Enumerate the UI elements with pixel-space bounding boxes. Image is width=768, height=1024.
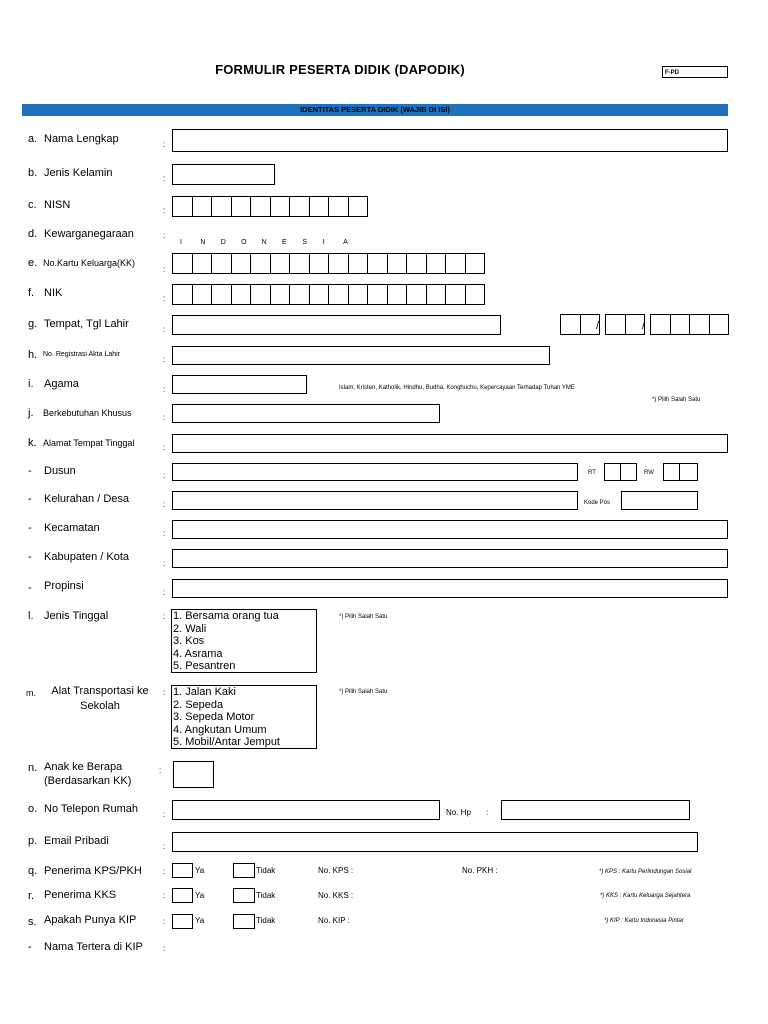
colon: : xyxy=(163,612,166,621)
field-letter: c. xyxy=(28,199,37,211)
field-letter: f. xyxy=(28,287,35,299)
label-kps-pkh: Penerima KPS/PKH xyxy=(44,865,142,877)
field-letter: - xyxy=(28,493,32,505)
kabupaten-input[interactable] xyxy=(172,549,728,568)
nik-cells[interactable] xyxy=(172,284,484,305)
list-item[interactable]: 3. Kos xyxy=(173,635,205,648)
kode-pos-label: Kode Pos xyxy=(584,500,611,506)
label-transportasi: Alat Transportasi ke xyxy=(51,685,149,697)
anak-ke-input[interactable] xyxy=(173,761,214,788)
dusun-input[interactable] xyxy=(172,463,578,481)
list-item[interactable]: 3. Sepeda Motor xyxy=(173,711,255,724)
kode-pos-input[interactable] xyxy=(621,491,698,510)
label-kip: Apakah Punya KIP xyxy=(44,914,137,926)
kps-ya-checkbox[interactable] xyxy=(172,863,193,878)
rt-label: RT xyxy=(588,470,596,476)
field-letter: p. xyxy=(28,835,38,847)
colon: : xyxy=(163,559,166,568)
field-letter: q. xyxy=(28,865,38,877)
email-input[interactable] xyxy=(172,832,698,852)
label-dusun: Dusun xyxy=(44,465,76,477)
kks-note: *) KKS : Kartu Keluarga Sejahtera xyxy=(600,893,691,899)
nisn-cells[interactable] xyxy=(172,196,367,217)
agama-note: *) Pilih Salah Satu xyxy=(652,397,701,403)
jenis-kelamin-input[interactable] xyxy=(172,164,275,185)
field-letter: a. xyxy=(28,133,38,145)
field-letter: i. xyxy=(28,378,34,390)
field-letter: m. xyxy=(26,688,36,698)
colon: : xyxy=(163,265,166,274)
section-banner: IDENTITAS PESERTA DIDIK (WAJIB DI ISI) xyxy=(22,104,728,116)
kip-ya-checkbox[interactable] xyxy=(172,914,193,929)
list-item[interactable]: 1. Jalan Kaki xyxy=(173,686,236,698)
kks-tidak-checkbox[interactable] xyxy=(233,888,255,903)
colon: : xyxy=(163,325,166,334)
jenis-tinggal-note: *) Pilih Salah Satu xyxy=(339,614,388,620)
field-letter: - xyxy=(28,582,32,594)
colon: : xyxy=(163,443,166,452)
nama-lengkap-input[interactable] xyxy=(172,129,728,152)
colon: : xyxy=(163,500,166,509)
label-agama: Agama xyxy=(44,378,79,390)
label-akta-lahir: No. Registrasi Akta Lahir xyxy=(43,351,121,358)
field-letter: j. xyxy=(28,407,34,419)
kps-note: *) KPS : Kartu Perlindungan Sosial xyxy=(599,869,692,875)
colon: : xyxy=(163,529,166,538)
label-telepon: No Telepon Rumah xyxy=(44,803,138,815)
label-tempat-tgl-lahir: Tempat, Tgl Lahir xyxy=(44,318,129,330)
no-kks-label: No. KKS : xyxy=(318,891,354,900)
list-item[interactable]: 4. Asrama xyxy=(173,647,223,660)
label-anak-ke-2: (Berdasarkan KK) xyxy=(44,775,132,787)
colon: : xyxy=(163,842,166,851)
no-kk-cells[interactable] xyxy=(172,253,484,274)
tidak-label: Tidak xyxy=(256,916,276,925)
ya-label: Ya xyxy=(195,891,205,900)
label-anak-ke: Anak ke Berapa xyxy=(44,761,123,773)
colon: : xyxy=(163,810,166,819)
list-item[interactable]: 2. Sepeda xyxy=(173,698,224,711)
field-letter: - xyxy=(28,551,32,563)
colon: : xyxy=(163,413,166,422)
field-letter: n. xyxy=(28,762,38,774)
colon: : xyxy=(163,917,166,926)
label-berkebutuhan-khusus: Berkebutuhan Khusus xyxy=(43,408,132,418)
colon: : xyxy=(163,140,166,149)
colon: : xyxy=(163,385,166,394)
jenis-tinggal-list[interactable] xyxy=(171,609,317,673)
tgl-lahir-day[interactable] xyxy=(560,314,599,335)
tgl-lahir-month[interactable] xyxy=(605,314,644,335)
no-kps-label: No. KPS : xyxy=(318,866,354,875)
tidak-label: Tidak xyxy=(256,866,276,875)
no-kip-label: No. KIP : xyxy=(318,916,350,925)
field-letter: k. xyxy=(28,437,37,449)
colon: : xyxy=(163,231,166,240)
label-kelurahan: Kelurahan / Desa xyxy=(44,493,129,505)
colon: : xyxy=(163,174,166,183)
kks-ya-checkbox[interactable] xyxy=(172,888,193,903)
label-propinsi: Propinsi xyxy=(44,580,84,592)
kewarganegaraan-value: I N D O N E S I A xyxy=(180,239,348,246)
list-item[interactable]: 4. Angkutan Umum xyxy=(173,723,267,736)
alamat-input[interactable] xyxy=(172,434,728,453)
label-kewarganegaraan: Kewarganegaraan xyxy=(44,228,134,240)
akta-lahir-input[interactable] xyxy=(172,346,550,365)
label-kecamatan: Kecamatan xyxy=(44,522,100,534)
rw-cells[interactable] xyxy=(663,463,697,481)
colon: : xyxy=(163,944,166,953)
rw-label: RW xyxy=(644,470,654,476)
field-letter: h. xyxy=(28,349,38,361)
field-letter: r. xyxy=(28,890,35,902)
label-jenis-tinggal: Jenis Tinggal xyxy=(44,610,109,622)
label-kabupaten: Kabupaten / Kota xyxy=(44,551,130,563)
hp-label: No. Hp xyxy=(446,808,471,817)
tgl-lahir-year[interactable] xyxy=(650,314,728,335)
colon: : xyxy=(486,808,489,817)
propinsi-input[interactable] xyxy=(172,579,728,598)
field-letter: - xyxy=(28,465,32,477)
transportasi-list[interactable] xyxy=(171,685,317,749)
label-alamat: Alamat Tempat Tinggal xyxy=(43,438,135,448)
colon: : xyxy=(163,471,166,480)
colon: : xyxy=(163,688,166,697)
field-letter: o. xyxy=(28,803,38,815)
ya-label: Ya xyxy=(195,866,205,875)
transportasi-note: *) Pilih Salah Satu xyxy=(339,689,388,695)
field-letter: l. xyxy=(28,610,34,622)
list-item[interactable]: 5. Mobil/Antar Jemput xyxy=(173,736,280,749)
label-transportasi-2: Sekolah xyxy=(80,700,120,712)
colon: : xyxy=(163,867,166,876)
colon: : xyxy=(163,891,166,900)
kps-tidak-checkbox[interactable] xyxy=(233,863,255,878)
label-email: Email Pribadi xyxy=(44,835,109,847)
list-item[interactable]: 1. Bersama orang tua xyxy=(173,610,279,622)
field-letter: b. xyxy=(28,167,38,179)
kecamatan-input[interactable] xyxy=(172,520,728,539)
label-kks: Penerima KKS xyxy=(44,889,117,901)
label-jenis-kelamin: Jenis Kelamin xyxy=(44,167,113,179)
label-nama-lengkap: Nama Lengkap xyxy=(44,133,119,145)
colon: : xyxy=(159,766,162,775)
field-letter: d. xyxy=(28,228,38,240)
label-no-kk: No.Kartu Keluarga(KK) xyxy=(43,258,136,268)
ya-label: Ya xyxy=(195,916,205,925)
berkebutuhan-khusus-input[interactable] xyxy=(172,404,440,423)
label-nama-kip: Nama Tertera di KIP xyxy=(44,941,143,953)
field-letter: s. xyxy=(28,916,37,928)
kip-note: *) KIP : Kartu Indonesia Pintar xyxy=(604,918,684,924)
colon: : xyxy=(163,588,166,597)
kelurahan-input[interactable] xyxy=(172,491,578,510)
tidak-label: Tidak xyxy=(256,891,276,900)
agama-input[interactable] xyxy=(172,375,307,394)
form-code: F-PD xyxy=(662,66,728,78)
colon: : xyxy=(163,355,166,364)
date-separator: / xyxy=(596,320,600,332)
field-letter: g. xyxy=(28,318,38,330)
no-pkh-label: No. PKH : xyxy=(462,866,498,875)
list-item[interactable]: 2. Wali xyxy=(173,622,207,635)
agama-options-hint: Islam, Kristen, Katholik, Hindhu, Budha, Konghuchu, Kepercayaan Terhadap Tuhan YME xyxy=(339,385,575,391)
hp-input[interactable] xyxy=(501,800,690,820)
colon: : xyxy=(163,294,166,303)
telepon-input[interactable] xyxy=(172,800,440,820)
tempat-lahir-input[interactable] xyxy=(172,315,501,335)
field-letter: - xyxy=(28,941,32,953)
kip-tidak-checkbox[interactable] xyxy=(233,914,255,929)
rt-cells[interactable] xyxy=(604,463,636,481)
list-item[interactable]: 5. Pesantren xyxy=(173,660,236,673)
colon: : xyxy=(163,206,166,215)
label-nik: NIK xyxy=(44,287,63,299)
field-letter: - xyxy=(28,522,32,534)
date-separator: / xyxy=(642,320,646,332)
field-letter: e. xyxy=(28,257,38,269)
form-title: FORMULIR PESERTA DIDIK (DAPODIK) xyxy=(215,62,465,77)
label-nisn: NISN xyxy=(44,199,71,211)
